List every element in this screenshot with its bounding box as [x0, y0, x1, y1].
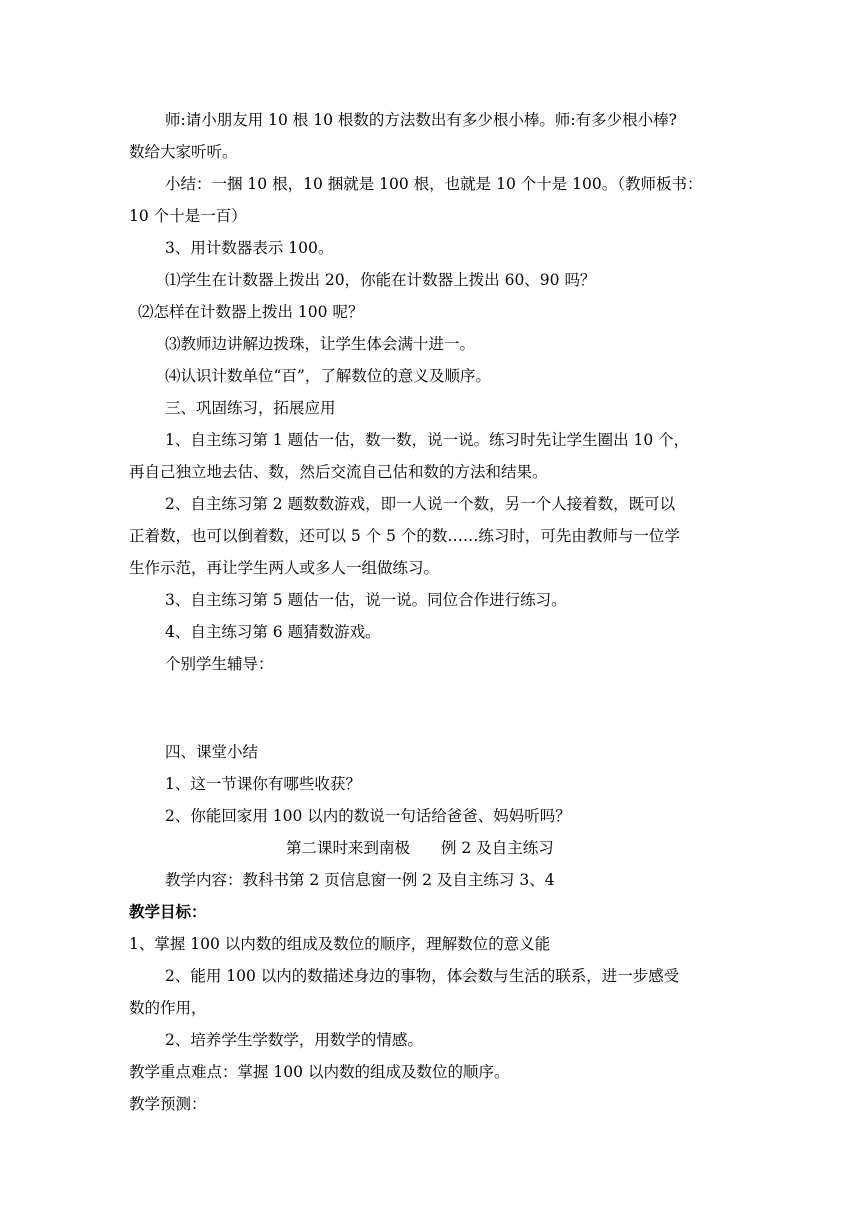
text-line: 教学重点难点：掌握 100 以内数的组成及数位的顺序。	[129, 1063, 510, 1081]
text-line: 师:请小朋友用 10 根 10 根数的方法数出有多少根小棒。师:有多少根小棒?	[165, 111, 677, 129]
text-line: ⑷认识计数单位“百”，了解数位的意义及顺序。	[165, 367, 491, 385]
text-line: 教学内容：教科书第 2 页信息窗一例 2 及自主练习 3、4	[165, 871, 555, 889]
text-line: 数给大家听听。	[129, 143, 238, 161]
section-heading: 三、巩固练习，拓展应用	[165, 399, 336, 417]
text-line: 2、自主练习第 2 题数数游戏，即一人说一个数，另一个人接着数，既可以	[165, 495, 676, 513]
text-line: 1、自主练习第 1 题估一估，数一数，说一说。练习时先让学生圈出 10 个，	[165, 431, 690, 449]
text-line: 4、自主练习第 6 题猜数游戏。	[165, 623, 381, 641]
text-line: 2、能用 100 以内的数描述身边的事物，体会数与生活的联系，进一步感受	[165, 967, 680, 985]
text-line: 生作示范，再让学生两人或多人一组做练习。	[129, 559, 440, 577]
text-line: 数的作用，	[129, 999, 207, 1017]
text-line: 1、掌握 100 以内数的组成及数位的顺序，理解数位的意义能	[129, 935, 551, 953]
text-line: 正着数，也可以倒着数，还可以 5 个 5 个的数……练习时，可先由教师与一位学	[129, 527, 680, 545]
text-line: 1、这一节课你有哪些收获？	[165, 775, 361, 793]
text-line: 3、自主练习第 5 题估一估，说一说。同位合作进行练习。	[165, 591, 567, 609]
text-line: ⑶教师边讲解边拨珠，让学生体会满十进一。	[165, 335, 476, 353]
text-line: 2、你能回家用 100 以内的数说一句话给爸爸、妈妈听吗？	[165, 807, 571, 825]
text-line: 3、用计数器表示 100。	[165, 239, 334, 257]
section-heading: 四、课堂小结	[165, 743, 259, 761]
text-line: 小结：一捆 10 根，10 捆就是 100 根，也就是 10 个十是 100。（教师板书：	[165, 175, 703, 193]
text-line: 个别学生辅导：	[165, 655, 274, 673]
text-line: ⑵怎样在计数器上拨出 100 呢？	[138, 303, 364, 321]
text-line: ⑴学生在计数器上拨出 20，你能在计数器上拨出 60、90 吗？	[165, 271, 596, 289]
text-line: 教学预测：	[129, 1095, 207, 1113]
text-line: 再自己独立地去估、数，然后交流自己估和数的方法和结果。	[129, 463, 548, 481]
lesson-title: 第二课时来到南极 例 2 及自主练习	[286, 839, 554, 857]
bold-heading: 教学目标：	[129, 902, 207, 921]
text-line: 10 个十是一百）	[129, 207, 247, 225]
text-line: 2、培养学生学数学，用数学的情感。	[165, 1031, 423, 1049]
